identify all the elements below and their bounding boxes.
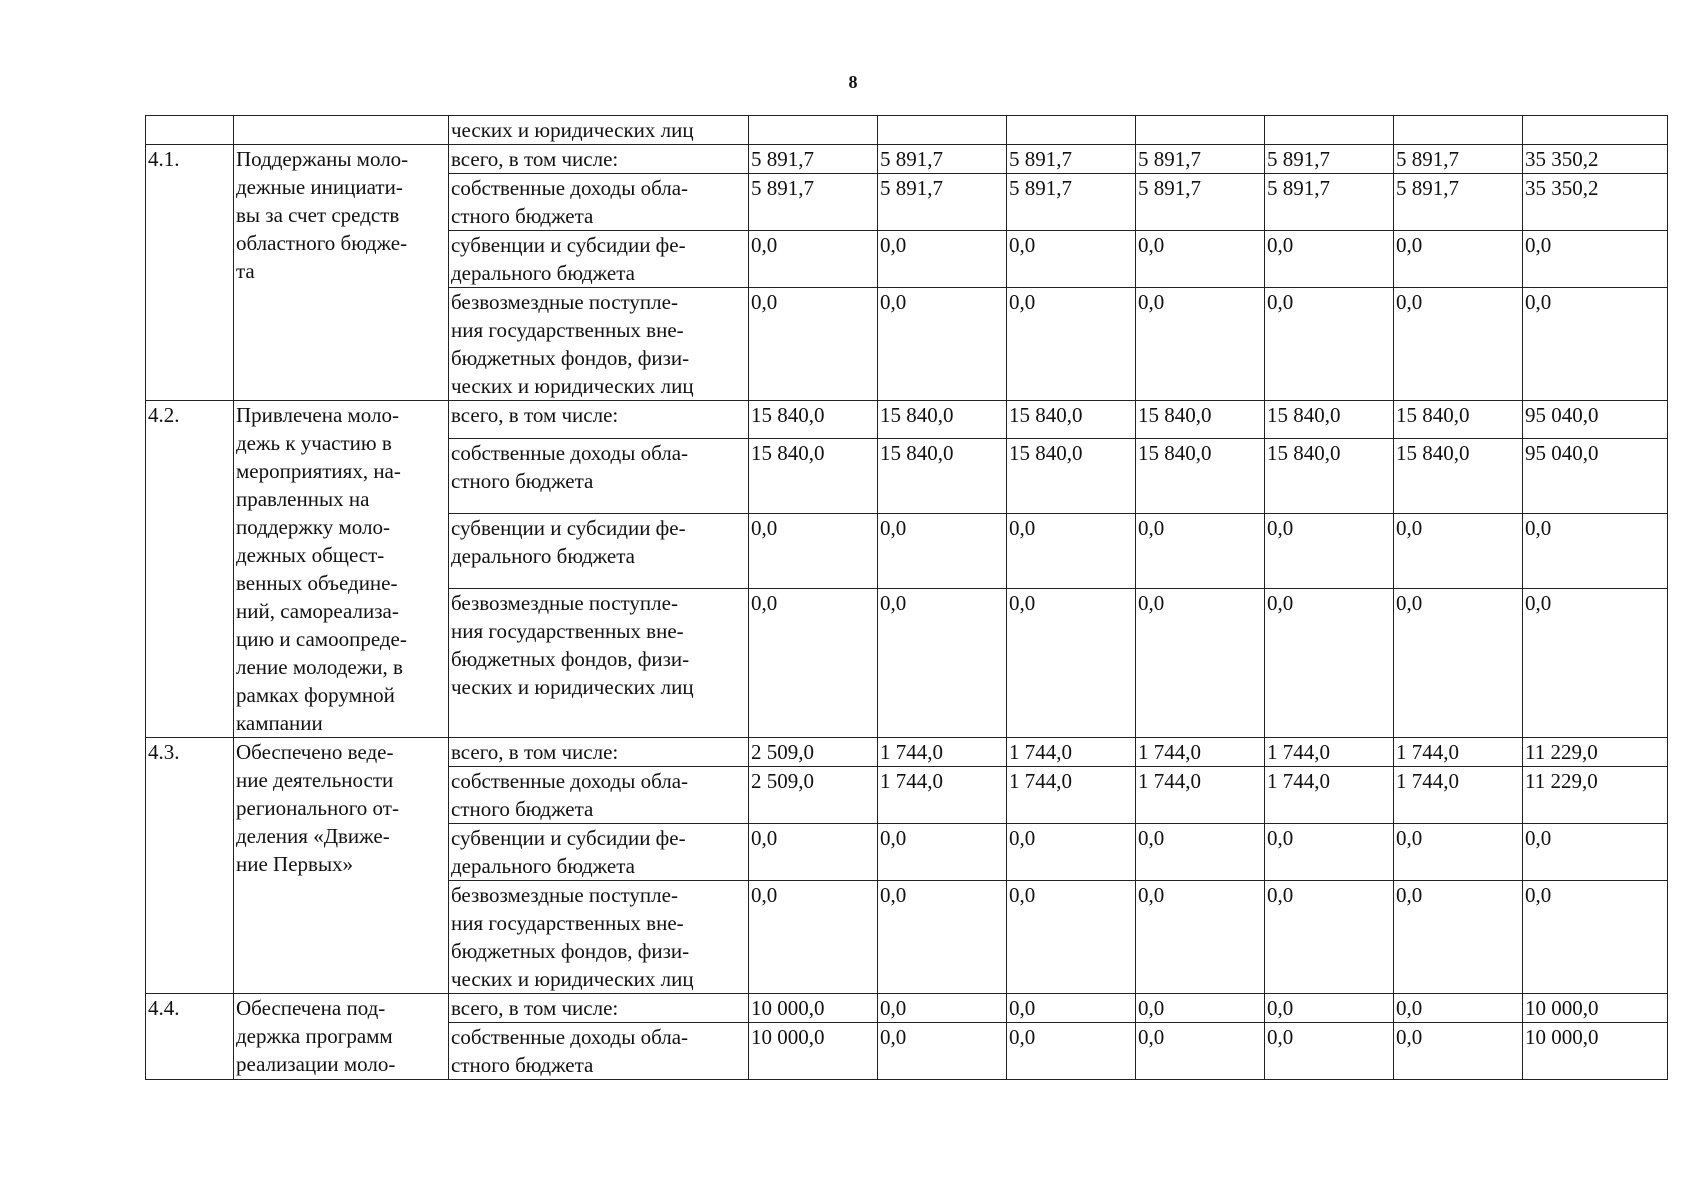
value-cell: 0,0 <box>1136 231 1265 288</box>
value-cell: 15 840,0 <box>1265 401 1394 439</box>
funding-source-cell: всего, в том числе: <box>449 401 749 439</box>
result-cell: Обеспечена под- держка программ реализации моло- <box>234 994 449 1080</box>
value-cell: 0,0 <box>749 881 878 994</box>
value-cell: 0,0 <box>878 288 1007 401</box>
value-cell: 5 891,7 <box>749 145 878 174</box>
value-cell: 10 000,0 <box>749 1023 878 1080</box>
total-cell: 0,0 <box>1523 231 1668 288</box>
value-cell: 0,0 <box>1394 824 1523 881</box>
value-cell: 15 840,0 <box>878 401 1007 439</box>
funding-source-cell: безвозмездные поступле- ния государственных вне- бюджетных фондов, физи- ческих и юридических лиц <box>449 881 749 994</box>
value-cell: 0,0 <box>749 231 878 288</box>
total-cell: 0,0 <box>1523 514 1668 589</box>
value-cell <box>1007 116 1136 145</box>
total-cell: 95 040,0 <box>1523 439 1668 514</box>
value-cell: 0,0 <box>1007 589 1136 738</box>
funding-source-cell: собственные доходы обла- стного бюджета <box>449 174 749 231</box>
value-cell: 0,0 <box>1007 824 1136 881</box>
value-cell: 2 509,0 <box>749 767 878 824</box>
funding-source-cell: собственные доходы обла- стного бюджета <box>449 439 749 514</box>
value-cell: 1 744,0 <box>1136 767 1265 824</box>
result-cell: Привлечена моло- дежь к участию в мероприятиях, на- правленных на поддержку моло- дежных общест- венных объедине- ний, самореализа- цию и самоопреде- ление молодежи, в рамках форумной кампании <box>234 401 449 738</box>
value-cell <box>749 116 878 145</box>
value-cell: 10 000,0 <box>749 994 878 1023</box>
funding-source-cell: собственные доходы обла- стного бюджета <box>449 1023 749 1080</box>
value-cell: 0,0 <box>1265 994 1394 1023</box>
value-cell: 1 744,0 <box>1394 767 1523 824</box>
result-cell: Обеспечено веде- ние деятельности регионального от- деления «Движе- ние Первых» <box>234 738 449 994</box>
value-cell: 0,0 <box>1007 514 1136 589</box>
total-cell: 0,0 <box>1523 881 1668 994</box>
value-cell: 5 891,7 <box>1007 145 1136 174</box>
value-cell: 15 840,0 <box>1136 401 1265 439</box>
value-cell: 0,0 <box>1007 288 1136 401</box>
value-cell: 0,0 <box>1007 994 1136 1023</box>
value-cell: 1 744,0 <box>1265 767 1394 824</box>
value-cell: 1 744,0 <box>878 767 1007 824</box>
value-cell: 1 744,0 <box>1136 738 1265 767</box>
total-cell: 35 350,2 <box>1523 145 1668 174</box>
result-cell <box>234 116 449 145</box>
total-cell: 11 229,0 <box>1523 767 1668 824</box>
section-number-cell: 4.1. <box>146 145 234 401</box>
value-cell: 5 891,7 <box>1394 145 1523 174</box>
value-cell: 0,0 <box>1007 231 1136 288</box>
value-cell: 1 744,0 <box>1007 767 1136 824</box>
value-cell: 5 891,7 <box>1007 174 1136 231</box>
total-cell: 95 040,0 <box>1523 401 1668 439</box>
value-cell: 0,0 <box>1394 288 1523 401</box>
carry-over-row <box>146 116 1668 145</box>
value-cell: 0,0 <box>1265 824 1394 881</box>
section-number-cell: 4.3. <box>146 738 234 994</box>
value-cell: 0,0 <box>878 881 1007 994</box>
total-cell: 35 350,2 <box>1523 174 1668 231</box>
funding-source-cell: безвозмездные поступле- ния государственных вне- бюджетных фондов, физи- ческих и юридических лиц <box>449 288 749 401</box>
value-cell: 5 891,7 <box>878 145 1007 174</box>
funding-source-cell: субвенции и субсидии фе- дерального бюджета <box>449 514 749 589</box>
value-cell: 0,0 <box>749 288 878 401</box>
value-cell: 5 891,7 <box>1136 145 1265 174</box>
value-cell: 0,0 <box>1136 824 1265 881</box>
value-cell: 0,0 <box>1265 1023 1394 1080</box>
value-cell: 0,0 <box>1136 514 1265 589</box>
value-cell: 0,0 <box>1394 589 1523 738</box>
budget-table-body <box>146 116 1668 1080</box>
total-cell: 0,0 <box>1523 589 1668 738</box>
funding-source-cell: безвозмездные поступле- ния государственных вне- бюджетных фондов, физи- ческих и юридических лиц <box>449 589 749 738</box>
value-cell: 0,0 <box>878 824 1007 881</box>
value-cell: 0,0 <box>1265 288 1394 401</box>
value-cell <box>1265 116 1394 145</box>
value-cell: 0,0 <box>1394 231 1523 288</box>
table-row <box>146 401 1668 439</box>
total-cell: 11 229,0 <box>1523 738 1668 767</box>
value-cell: 0,0 <box>1265 589 1394 738</box>
value-cell: 0,0 <box>1136 1023 1265 1080</box>
value-cell: 0,0 <box>1265 231 1394 288</box>
value-cell: 15 840,0 <box>1265 439 1394 514</box>
value-cell: 0,0 <box>1394 881 1523 994</box>
funding-source-cell: собственные доходы обла- стного бюджета <box>449 767 749 824</box>
section-number-cell: 4.4. <box>146 994 234 1080</box>
value-cell: 15 840,0 <box>749 401 878 439</box>
page-number: 8 <box>848 72 858 92</box>
value-cell: 0,0 <box>1394 1023 1523 1080</box>
value-cell: 0,0 <box>1007 1023 1136 1080</box>
value-cell: 0,0 <box>1136 288 1265 401</box>
value-cell: 0,0 <box>878 1023 1007 1080</box>
funding-source-cell: субвенции и субсидии фе- дерального бюджета <box>449 231 749 288</box>
value-cell: 0,0 <box>1007 881 1136 994</box>
value-cell: 15 840,0 <box>878 439 1007 514</box>
value-cell <box>1394 116 1523 145</box>
value-cell: 0,0 <box>878 994 1007 1023</box>
value-cell: 15 840,0 <box>1007 439 1136 514</box>
value-cell: 0,0 <box>878 231 1007 288</box>
value-cell: 1 744,0 <box>1007 738 1136 767</box>
table-row <box>146 145 1668 174</box>
value-cell: 0,0 <box>878 514 1007 589</box>
total-cell: 10 000,0 <box>1523 1023 1668 1080</box>
value-cell: 0,0 <box>1136 881 1265 994</box>
result-cell: Поддержаны моло- дежные инициати- вы за счет средств областного бюдже- та <box>234 145 449 401</box>
funding-source-cell: всего, в том числе: <box>449 994 749 1023</box>
value-cell: 0,0 <box>1136 994 1265 1023</box>
funding-source-cell: всего, в том числе: <box>449 738 749 767</box>
table-row <box>146 994 1668 1023</box>
value-cell: 5 891,7 <box>1265 145 1394 174</box>
value-cell: 15 840,0 <box>1007 401 1136 439</box>
value-cell: 5 891,7 <box>749 174 878 231</box>
value-cell: 2 509,0 <box>749 738 878 767</box>
value-cell: 1 744,0 <box>878 738 1007 767</box>
value-cell: 5 891,7 <box>1265 174 1394 231</box>
value-cell: 0,0 <box>1136 589 1265 738</box>
section-number-cell: 4.2. <box>146 401 234 738</box>
total-cell <box>1523 116 1668 145</box>
value-cell: 5 891,7 <box>1394 174 1523 231</box>
value-cell: 1 744,0 <box>1394 738 1523 767</box>
total-cell: 0,0 <box>1523 824 1668 881</box>
value-cell: 0,0 <box>749 589 878 738</box>
value-cell: 0,0 <box>1394 514 1523 589</box>
value-cell: 1 744,0 <box>1265 738 1394 767</box>
funding-source-cell: всего, в том числе: <box>449 145 749 174</box>
value-cell: 15 840,0 <box>1136 439 1265 514</box>
value-cell: 0,0 <box>1265 514 1394 589</box>
funding-source-cell: ческих и юридических лиц <box>449 116 749 145</box>
value-cell: 0,0 <box>878 589 1007 738</box>
value-cell: 5 891,7 <box>878 174 1007 231</box>
funding-source-cell: субвенции и субсидии фе- дерального бюджета <box>449 824 749 881</box>
value-cell: 15 840,0 <box>749 439 878 514</box>
value-cell: 0,0 <box>749 824 878 881</box>
value-cell <box>1136 116 1265 145</box>
value-cell: 15 840,0 <box>1394 401 1523 439</box>
table-row <box>146 738 1668 767</box>
value-cell: 0,0 <box>1265 881 1394 994</box>
value-cell: 0,0 <box>1394 994 1523 1023</box>
value-cell <box>878 116 1007 145</box>
budget-table <box>145 115 1668 1080</box>
value-cell: 15 840,0 <box>1394 439 1523 514</box>
total-cell: 10 000,0 <box>1523 994 1668 1023</box>
value-cell: 5 891,7 <box>1136 174 1265 231</box>
section-number-cell <box>146 116 234 145</box>
value-cell: 0,0 <box>749 514 878 589</box>
total-cell: 0,0 <box>1523 288 1668 401</box>
